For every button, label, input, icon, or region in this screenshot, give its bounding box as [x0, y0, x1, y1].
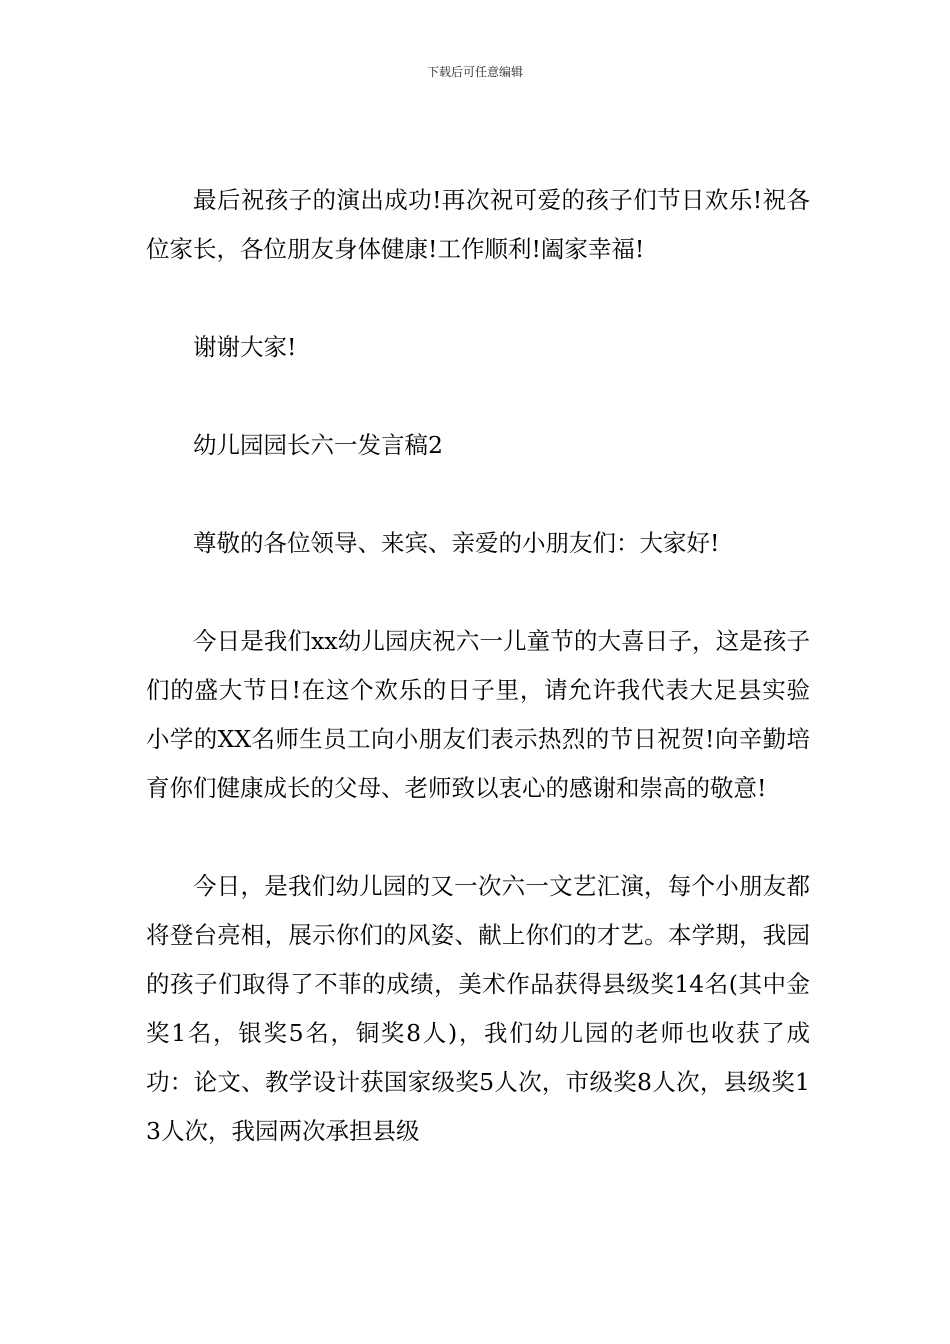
paragraph-celebration: 今日是我们xx幼儿园庆祝六一儿童节的大喜日子，这是孩子们的盛大节日!在这个欢乐的日子里，请允许我代表大足县实验小学的XX名师生员工向小朋友们表示热烈的节日祝贺!向辛勤培育你们健康成长的父母、老师致以衷心的感谢和崇高的敬意! — [146, 627, 810, 802]
paragraph-thanks: 谢谢大家! — [193, 333, 297, 361]
paragraph-greeting: 尊敬的各位领导、来宾、亲爱的小朋友们：大家好! — [193, 529, 720, 557]
paragraph-achievements: 今日，是我们幼儿园的又一次六一文艺汇演，每个小朋友都将登台亮相，展示你们的风姿、献上你们的才艺。本学期，我园的孩子们取得了不菲的成绩，美术作品获得县级奖14名(其中金奖1名，银奖5名，铜奖8人)，我们幼儿园的老师也收获了成功：论文、教学设计获国家级奖5人次，市级奖8人次，县级奖13人次，我园两次承担县级 — [146, 872, 810, 1145]
document-body — [146, 176, 810, 1205]
section-title: 幼儿园园长六一发言稿2 — [193, 431, 443, 459]
page-header-note: 下载后可任意编辑 — [426, 65, 523, 79]
paragraph-closing-wishes: 最后祝孩子的演出成功!再次祝可爱的孩子们节日欢乐!祝各位家长，各位朋友身体健康!工作顺利!阖家幸福! — [146, 186, 810, 263]
